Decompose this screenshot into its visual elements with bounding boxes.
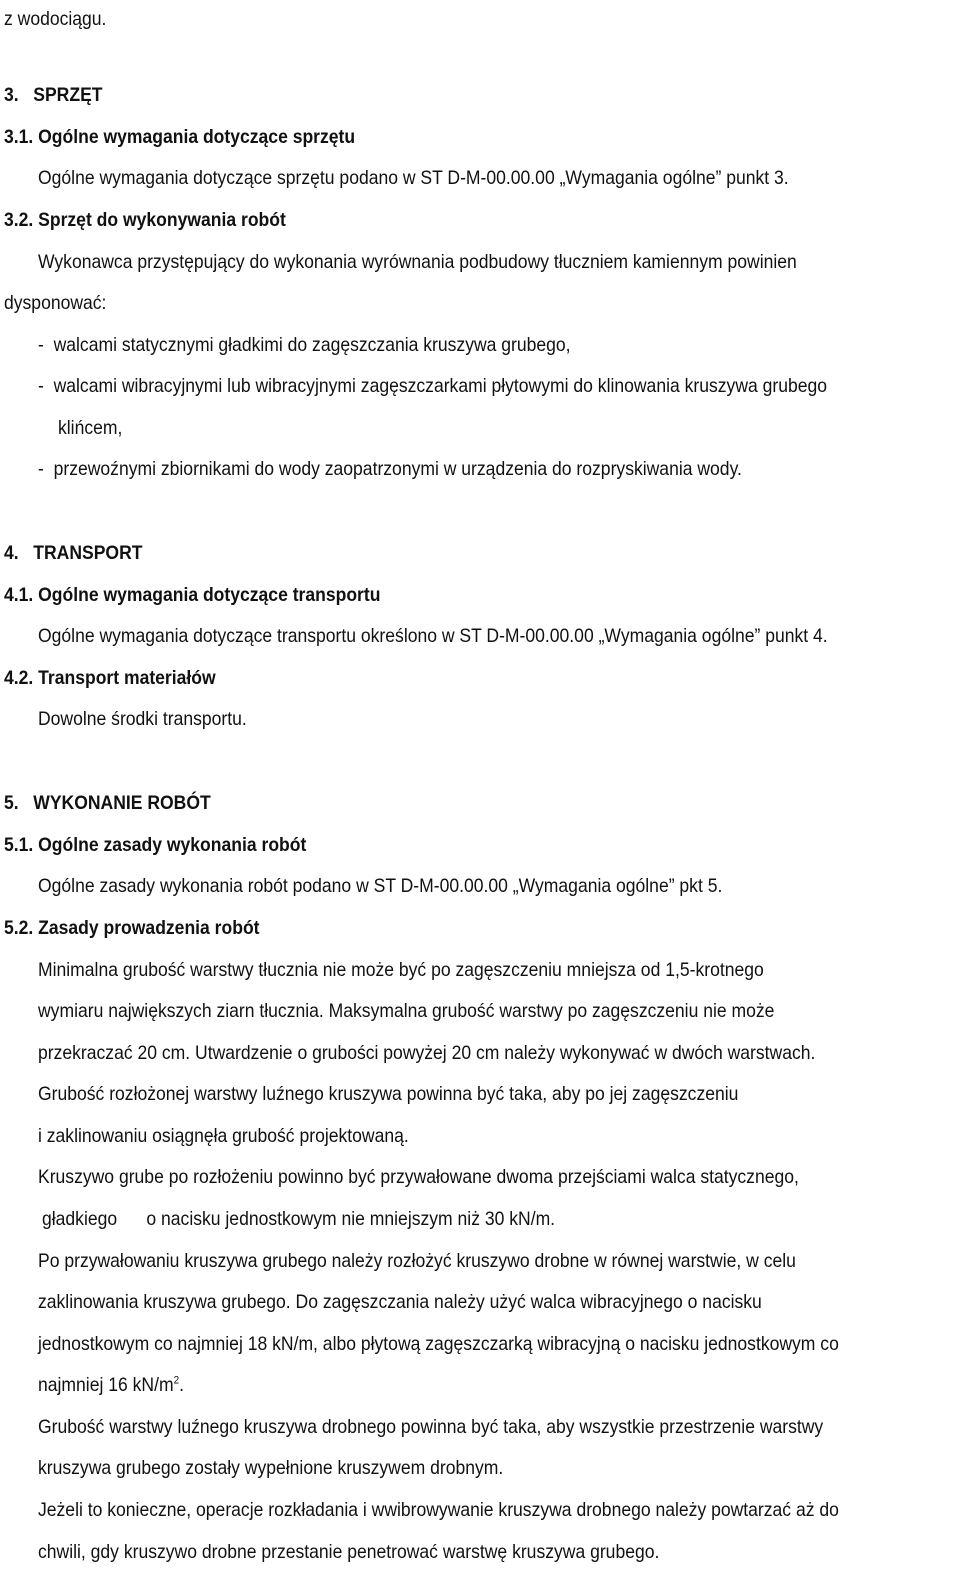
section-heading: 5. WYKONANIE ROBÓT <box>4 792 211 814</box>
text-fragment: . <box>179 1374 184 1396</box>
paragraph-line: Jeżeli to konieczne, operacje rozkładania i wwibrowywanie kruszywa drobnego należy powtarzać aż do <box>38 1499 839 1521</box>
section-heading: 4. TRANSPORT <box>4 542 143 564</box>
text-line: z wodociągu. <box>4 8 107 30</box>
paragraph-line: chwili, gdy kruszywo drobne przestanie penetrować warstwę kruszywa grubego. <box>38 1541 660 1563</box>
list-item: - walcami statycznymi gładkimi do zagęszczania kruszywa grubego, <box>38 334 571 356</box>
list-item: - walcami wibracyjnymi lub wibracyjnymi zagęszczarkami płytowymi do klinowania kruszywa grubego <box>38 375 828 397</box>
paragraph-line: Grubość rozłożonej warstwy luźnego kruszywa powinna być taka, aby po jej zagęszczeniu <box>38 1083 739 1105</box>
paragraph-line: Ogólne zasady wykonania robót podano w ST D-M-00.00.00 „Wymagania ogólne” pkt 5. <box>38 875 723 897</box>
paragraph-line: Wykonawca przystępujący do wykonania wyrównania podbudowy tłuczniem kamiennym powinien <box>38 251 797 273</box>
paragraph-line: Grubość warstwy luźnego kruszywa drobnego powinna być taka, aby wszystkie przestrzenie warstwy <box>38 1416 824 1438</box>
paragraph-line: Dowolne środki transportu. <box>38 708 247 730</box>
paragraph-line: zaklinowania kruszywa grubego. Do zagęszczania należy użyć walca wibracyjnego o nacisku <box>38 1291 762 1313</box>
paragraph-line: dysponować: <box>4 292 107 314</box>
subsection-heading: 5.1. Ogólne zasady wykonania robót <box>4 834 307 856</box>
section-heading: 3. SPRZĘT <box>4 84 103 106</box>
paragraph-line: i zaklinowaniu osiągnęła grubość projektowaną. <box>38 1125 409 1147</box>
paragraph-line <box>38 1373 184 1397</box>
subsection-heading: 3.2. Sprzęt do wykonywania robót <box>4 209 286 231</box>
paragraph-line: przekraczać 20 cm. Utwardzenie o grubości powyżej 20 cm należy wykonywać w dwóch warstwach. <box>38 1042 816 1064</box>
list-item-continuation: klińcem, <box>58 417 123 439</box>
superscript: 2 <box>173 1374 180 1387</box>
subsection-heading: 4.2. Transport materiałów <box>4 667 216 689</box>
paragraph-line: Minimalna grubość warstwy tłucznia nie może być po zagęszczeniu mniejsza od 1,5-krotnego <box>38 959 764 981</box>
list-item: - przewoźnymi zbiornikami do wody zaopatrzonymi w urządzenia do rozpryskiwania wody. <box>38 458 742 480</box>
paragraph-line: Ogólne wymagania dotyczące transportu określono w ST D-M-00.00.00 „Wymagania ogólne” punkt 4. <box>38 625 828 647</box>
subsection-heading: 3.1. Ogólne wymagania dotyczące sprzętu <box>4 126 356 148</box>
text-fragment: najmniej 16 kN/m <box>38 1374 174 1396</box>
paragraph-line: Ogólne wymagania dotyczące sprzętu podano w ST D-M-00.00.00 „Wymagania ogólne” punkt 3. <box>38 167 789 189</box>
paragraph-line: kruszywa grubego zostały wypełnione kruszywem drobnym. <box>38 1457 504 1479</box>
paragraph-line: gładkiego o nacisku jednostkowym nie mniejszym niż 30 kN/m. <box>42 1208 556 1230</box>
paragraph-line: wymiaru największych ziarn tłucznia. Maksymalna grubość warstwy po zagęszczeniu nie może <box>38 1000 775 1022</box>
subsection-heading: 4.1. Ogólne wymagania dotyczące transportu <box>4 584 381 606</box>
subsection-heading: 5.2. Zasady prowadzenia robót <box>4 917 260 939</box>
paragraph-line: Po przywałowaniu kruszywa grubego należy rozłożyć kruszywo drobne w równej warstwie, w celu <box>38 1250 796 1272</box>
paragraph-line: Kruszywo grube po rozłożeniu powinno być przywałowane dwoma przejściami walca statycznego, <box>38 1166 799 1188</box>
paragraph-line: jednostkowym co najmniej 18 kN/m, albo płytową zagęszczarką wibracyjną o nacisku jednostkowym co <box>38 1333 839 1355</box>
